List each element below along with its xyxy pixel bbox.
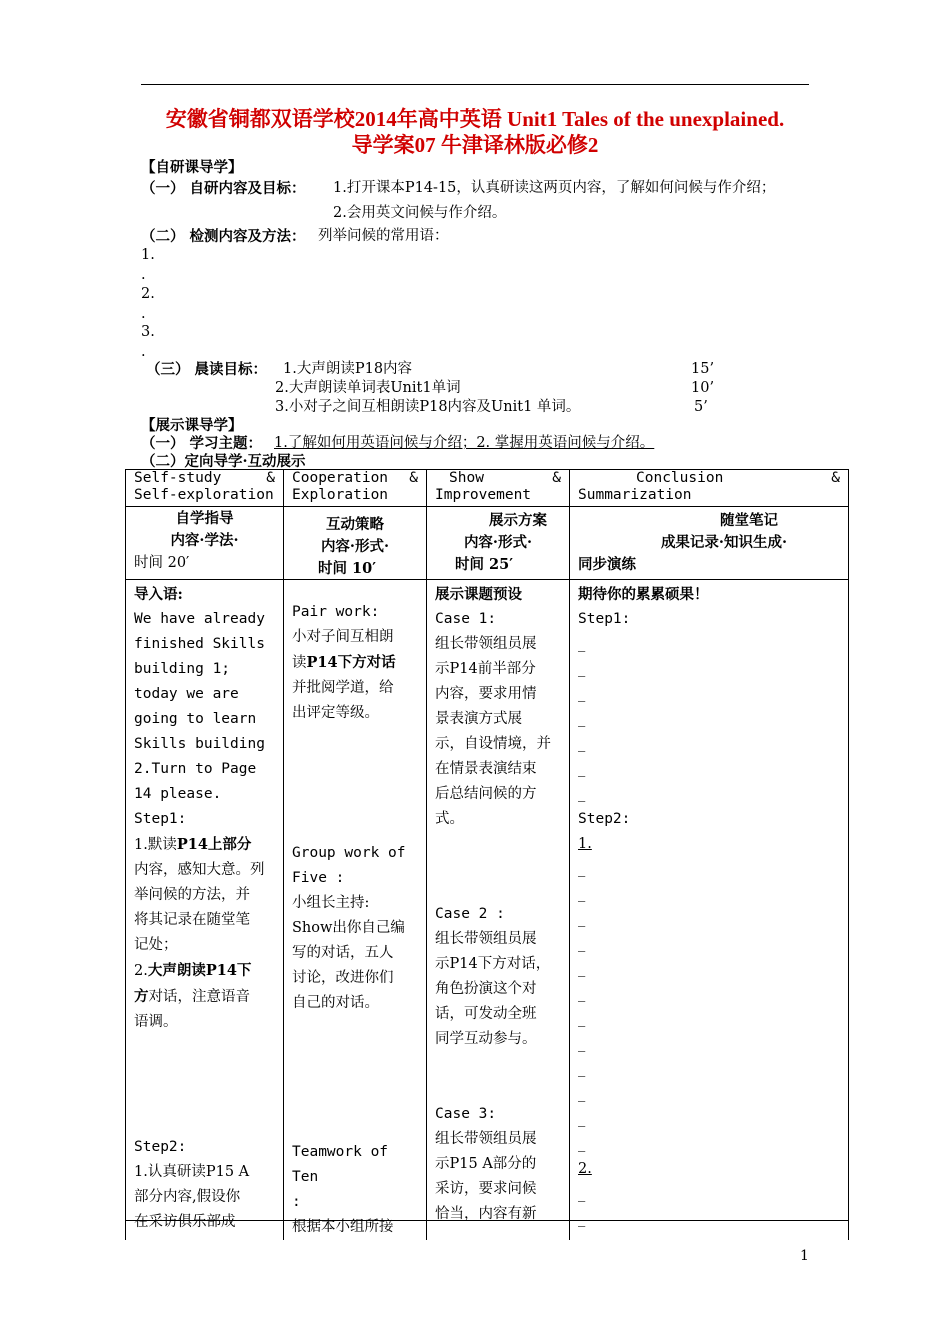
document-title-line2: 导学案07 牛津译林版必修2 <box>351 133 599 157</box>
reading-goal-2-time: 10’ <box>691 380 715 396</box>
item1-text1: 1.打开课本P14-15，认真研读这两页内容，了解如何问候与作介绍； <box>333 180 776 196</box>
blank-line: _ <box>578 711 586 727</box>
blank-line: _ <box>578 861 586 877</box>
item3-label: （三） 晨读目标： <box>146 361 268 378</box>
subheader-cooperation: 互动策略 内容·形式· 时间 10′ <box>284 507 427 580</box>
item1-text2: 2.会用英文问候与作介绍。 <box>333 205 507 221</box>
reading-goal-3-time: 5’ <box>694 399 708 415</box>
list-number-3: 3. <box>141 324 155 340</box>
list-number-1: 1. <box>141 247 155 263</box>
cooperation-column: Pair work: 小对子间互相朗 读P14下方对话 并批阅学道，给 出评定等级。 Group work of Five : 小组长主持: Show出你自己编 写的对话，五人 讨论，改进你们 自己的对话。 Teamwork of Ten : 根据本小组所接 <box>284 580 427 1241</box>
section-heading-show: 【展示课导学】 <box>141 417 243 434</box>
blank-line: _ <box>578 1136 586 1152</box>
blank-line: _ <box>578 636 586 652</box>
section-heading-self-study: 【自研课导学】 <box>141 159 243 176</box>
show-column: 展示课题预设 Case 1: 组长带领组员展 示P14前半部分 内容，要求用情 景表演方式展 示，自设情境，并 在情景表演结束 后总结问候的方 式。 Case 2 : 组长带领组员展 示P14下方对话， 角色扮演这个对 话，可发动全班 同学互动参与。 Case 3: 组长带领组员展 示P15 A部分的 采访，要求问候 恰当，内容有新 <box>427 580 570 1241</box>
subheader-self-study: 自学指导 内容·学法· 时间 20′ <box>126 507 284 580</box>
subheader-show: 展示方案 内容·形式· 时间 25′ <box>427 507 570 580</box>
item2-text: 列举问候的常用语： <box>318 228 449 244</box>
blank-line: _ <box>578 686 586 702</box>
blank-line: _ <box>578 786 586 802</box>
subheader-conclusion: 随堂笔记 成果记录·知识生成· 同步演练 <box>570 507 849 580</box>
list-dot-2: . <box>141 306 146 322</box>
blank-line: _ <box>578 1061 586 1077</box>
item1-label: （一） 自研内容及目标： <box>141 180 306 197</box>
page-number: 1 <box>800 1248 809 1264</box>
header-show: Show & Improvement <box>427 470 570 507</box>
blank-line: _ <box>578 1211 586 1227</box>
item2-label: （二） 检测内容及方法： <box>141 228 306 245</box>
header-cooperation: Cooperation & Exploration <box>284 470 427 507</box>
blank-line: _ <box>578 1086 586 1102</box>
header-rule <box>141 84 809 85</box>
theme-text: 1.了解如何用英语问候与介绍；2. 掌握用英语问候与介绍。 <box>274 435 655 451</box>
self-study-column: 导入语: We have already finished Skills building 1; today we are going to learn Skills building 2.Turn to Page 14 please. Step1: 1.默读P14上部分 内容，感知大意。列 举问候的方法，并 将其记录在随堂笔 记处； 2.大声朗读P14下 方对话，注意语音 语调。 Step2: 1.认真研读P15 A 部分内容,假设你 在采访俱乐部成 <box>126 580 284 1241</box>
reading-goal-1-time: 15’ <box>691 361 715 377</box>
blank-line: _ <box>578 661 586 677</box>
list-dot-3: . <box>141 344 146 360</box>
blank-line: _ <box>578 736 586 752</box>
conclusion-column: 期待你的累累硕果！ Step1: _ _ _ _ _ _ _ Step2: 1. _ _ _ _ _ _ _ _ _ _ _ _ 2. _ _ <box>570 580 849 1241</box>
blank-line: _ <box>578 761 586 777</box>
guided-learning-label: （二）定向导学·互动展示 <box>141 453 306 470</box>
reading-goal-3: 3.小对子之间互相朗读P18内容及Unit1 单词。 <box>275 399 581 415</box>
header-self-study: Self-study & Self-exploration <box>126 470 284 507</box>
table-bottom-border <box>125 1220 848 1221</box>
blank-line: _ <box>578 986 586 1002</box>
reading-goal-1: 1.大声朗读P18内容 <box>283 361 413 377</box>
blank-line: _ <box>578 1186 586 1202</box>
blank-line: _ <box>578 1111 586 1127</box>
blank-line: _ <box>578 1036 586 1052</box>
header-conclusion: Conclusion & Summarization <box>570 470 849 507</box>
theme-label: （一） 学习主题： <box>141 435 263 452</box>
lesson-table <box>125 469 849 1240</box>
reading-goal-2: 2.大声朗读单词表Unit1单词 <box>275 380 461 396</box>
document-title-line1: 安徽省铜都双语学校2014年高中英语 Unit1 Tales of the unexplained. <box>165 107 785 131</box>
blank-line: _ <box>578 886 586 902</box>
blank-line: _ <box>578 936 586 952</box>
blank-line: _ <box>578 911 586 927</box>
blank-line: _ <box>578 961 586 977</box>
blank-line: _ <box>578 1011 586 1027</box>
list-number-2: 2. <box>141 286 155 302</box>
list-dot-1: . <box>141 267 146 283</box>
